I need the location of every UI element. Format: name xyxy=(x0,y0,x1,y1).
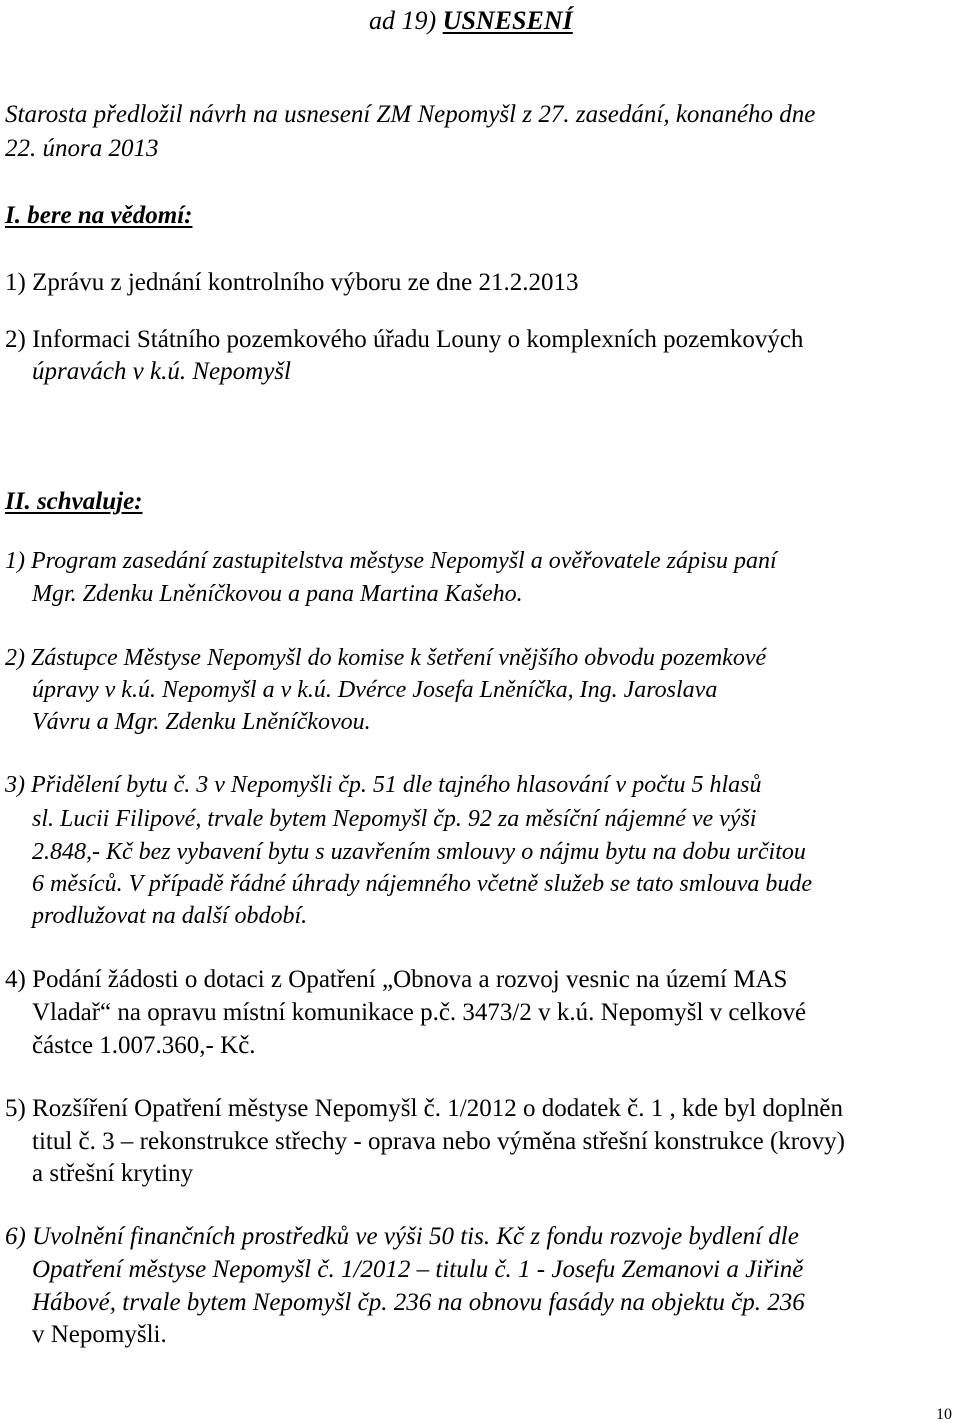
item-1-line-2: Mgr. Zdenku Lněníčkovou a pana Martina Kašeho. xyxy=(32,581,523,607)
item-3-line-5: prodlužovat na další období. xyxy=(32,903,308,929)
item-3-line-1: 3) Přidělení bytu č. 3 v Nepomyšli čp. 51 dle tajného hlasování v počtu 5 hlasů xyxy=(5,772,762,798)
item-5-line-3: a střešní krytiny xyxy=(32,1160,194,1187)
item-6-line-1: 6) Uvolnění finančních prostředků ve výši 50 tis. Kč z fondu rozvoje bydlení dle xyxy=(5,1223,799,1250)
heading-prefix: ad 19) xyxy=(369,6,443,35)
item-2-line-2: úpravy v k.ú. Nepomyšl a v k.ú. Dvérce Josefa Lněníčka, Ing. Jaroslava xyxy=(32,677,718,703)
item-5-line-2: titul č. 3 – rekonstrukce střechy - oprava nebo výměna střešní konstrukce (krovy) xyxy=(32,1128,845,1155)
intro-line-1: Starosta předložil návrh na usnesení ZM Nepomyšl z 27. zasedání, konaného dne xyxy=(5,101,816,128)
item-6-line-4: v Nepomyšli. xyxy=(32,1321,167,1348)
section-heading xyxy=(369,8,573,34)
intro-line-2: 22. února 2013 xyxy=(5,135,159,162)
item-3-line-2: sl. Lucii Filipové, trvale bytem Nepomyšl čp. 92 za měsíční nájemné ve výši xyxy=(32,806,757,832)
item-4-line-1: 4) Podání žádosti o dotaci z Opatření „Obnova a rozvoj vesnic na území MAS xyxy=(5,966,788,993)
item-5-line-1: 5) Rozšíření Opatření městyse Nepomyšl č. 1/2012 o dodatek č. 1 , kde byl doplněn xyxy=(5,1095,844,1122)
item-3-line-3: 2.848,- Kč bez vybavení bytu s uzavřením smlouvy o nájmu bytu na dobu určitou xyxy=(32,839,806,865)
section-1-title: I. bere na vědomí: xyxy=(5,202,193,229)
item-6-line-2: Opatření městyse Nepomyšl č. 1/2012 – titulu č. 1 - Josefu Zemanovi a Jiřině xyxy=(32,1256,804,1283)
item-2-line-3: Vávru a Mgr. Zdenku Lněníčkovou. xyxy=(32,709,371,735)
section-1-item-1: 1) Zprávu z jednání kontrolního výboru ze dne 21.2.2013 xyxy=(5,269,579,296)
item-4-line-3: částce 1.007.360,- Kč. xyxy=(32,1032,256,1059)
section-1-item-2-line-2: úpravách v k.ú. Nepomyšl xyxy=(32,358,291,385)
item-1-line-1: 1) Program zasedání zastupitelstva městyse Nepomyšl a ověřovatele zápisu paní xyxy=(5,548,777,574)
section-2-title: II. schvaluje: xyxy=(5,488,143,515)
page-number: 10 xyxy=(936,1406,952,1423)
item-4-line-2: Vladař“ na opravu místní komunikace p.č. 3473/2 v k.ú. Nepomyšl v celkové xyxy=(32,999,807,1026)
heading-title: USNESENÍ xyxy=(442,6,573,35)
item-6-line-3: Hábové, trvale bytem Nepomyšl čp. 236 na obnovu fasády na objektu čp. 236 xyxy=(32,1289,805,1316)
item-3-line-4: 6 měsíců. V případě řádné úhrady nájemného včetně služeb se tato smlouva bude xyxy=(32,871,813,897)
item-2-line-1: 2) Zástupce Městyse Nepomyšl do komise k šetření vnějšího obvodu pozemkové xyxy=(5,645,767,671)
section-1-item-2-line-1: 2) Informaci Státního pozemkového úřadu Louny o komplexních pozemkových xyxy=(5,326,804,353)
